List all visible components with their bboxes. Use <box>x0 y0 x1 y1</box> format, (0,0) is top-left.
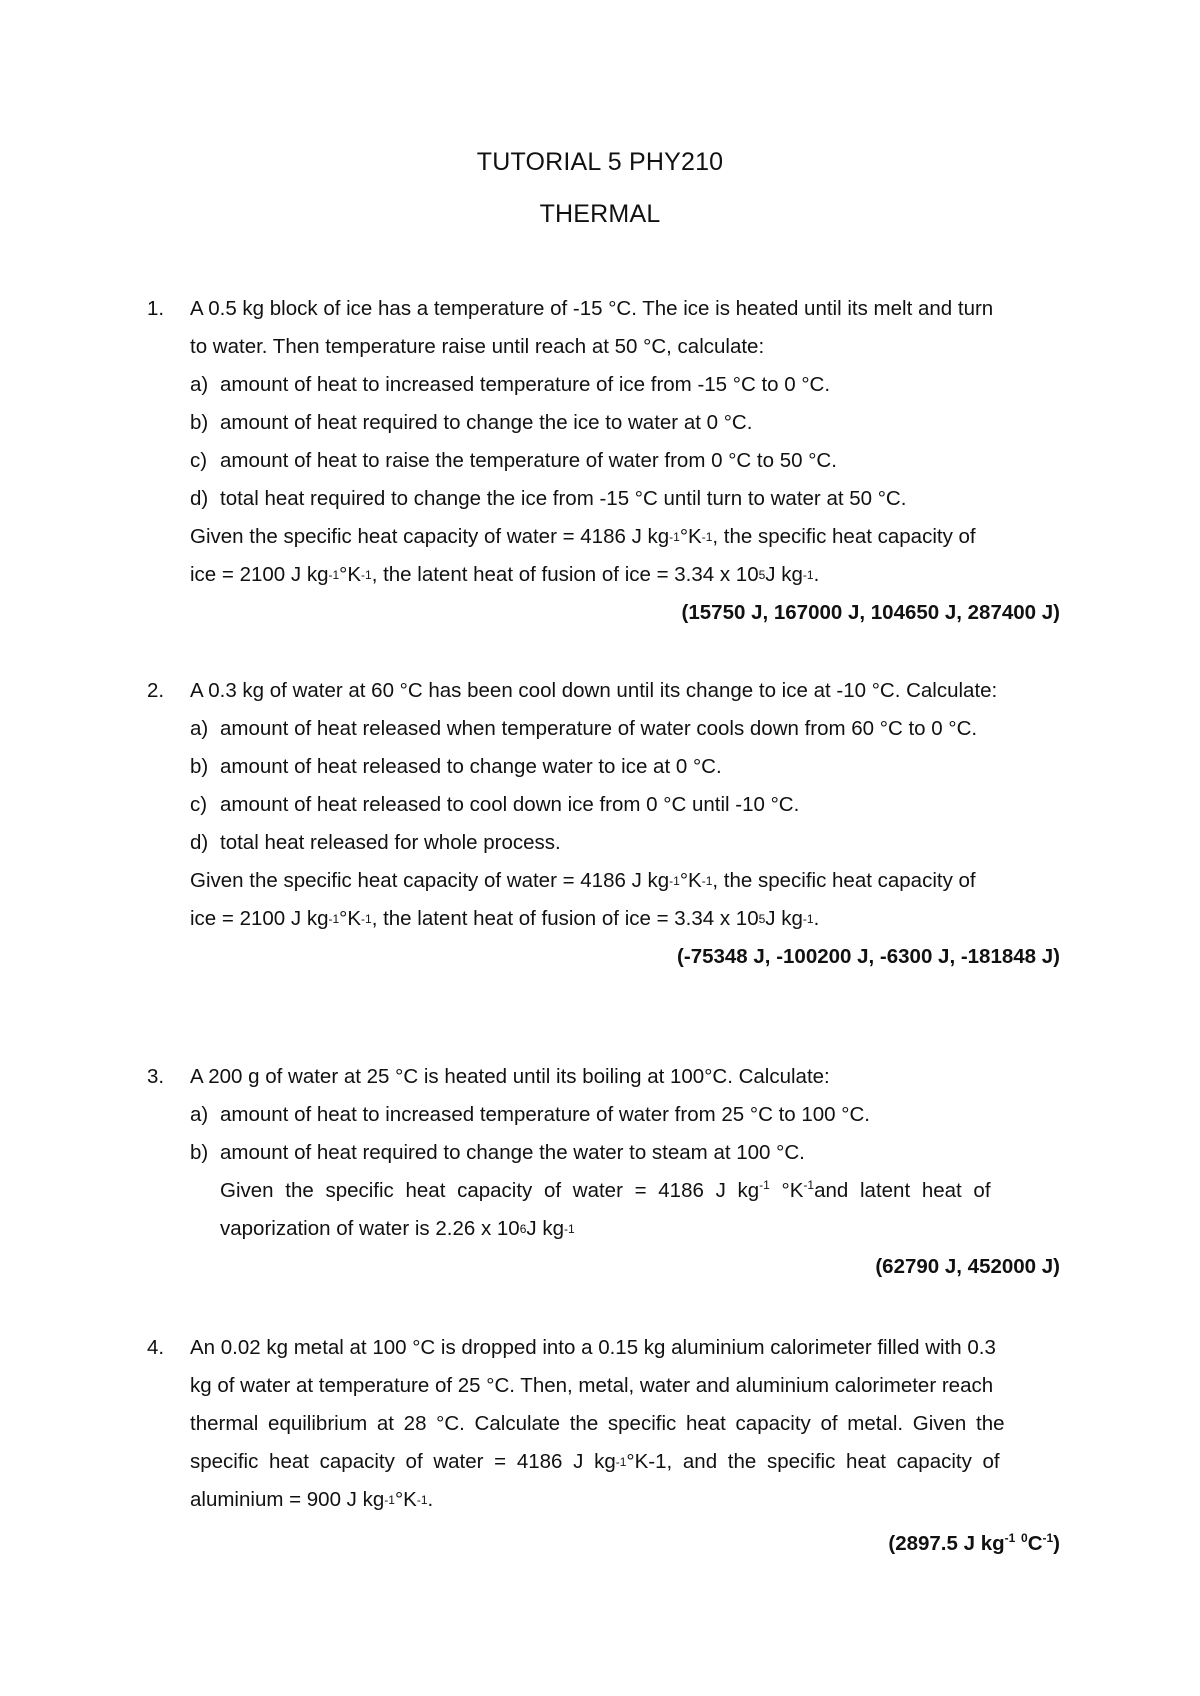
question-1 <box>147 290 1060 632</box>
q1-given-1: Given the specific heat capacity of water = 4186 J kg -1 °K -1 , the specific heat capacity of <box>190 525 976 548</box>
q4-line-5: aluminium = 900 J kg -1 °K -1 . <box>190 1488 434 1511</box>
q3-text-1: A 200 g of water at 25 °C is heated until its boiling at 100°C. Calculate: <box>190 1065 830 1088</box>
q1-text-2: to water. Then temperature raise until reach at 50 °C, calculate: <box>190 335 765 358</box>
q3-number: 3. <box>147 1065 165 1088</box>
q2-item-c: c) amount of heat released to cool down ice from 0 °C until -10 °C. <box>190 793 800 816</box>
page-subtitle: THERMAL <box>539 200 661 228</box>
q1-answer: (15750 J, 167000 J, 104650 J, 287400 J) <box>681 601 1060 624</box>
q2-answer-row <box>147 938 1060 976</box>
q1-text-1: A 0.5 kg block of ice has a temperature of -15 °C. The ice is heated until its melt and turn <box>190 297 994 320</box>
q1-item-b: b) amount of heat required to change the ice to water at 0 °C. <box>190 411 753 434</box>
q2-answer: (-75348 J, -100200 J, -6300 J, -181848 J) <box>677 945 1060 968</box>
q1-item-d: d) total heat required to change the ice from -15 °C until turn to water at 50 °C. <box>190 487 907 510</box>
q4-answer-row <box>147 1525 1060 1563</box>
q4-line-1 <box>147 1329 1060 1367</box>
q4-line-4: specific heat capacity of water = 4186 J kg -1 °K-1, and the specific heat capacity of <box>190 1450 1000 1473</box>
q2-number: 2. <box>147 679 165 702</box>
q2-item-a: a) amount of heat released when temperature of water cools down from 60 °C to 0 °C. <box>190 717 978 740</box>
q3-line-1 <box>147 1058 1060 1096</box>
q4-answer: (2897.5 J $kg^{-1}$ $^0C^{-1}$) <box>888 1531 1060 1555</box>
page-title: TUTORIAL 5 PHY210 <box>476 148 724 176</box>
q2-line-1 <box>147 672 1060 710</box>
question-3 <box>147 1058 1060 1286</box>
q1-line-2 <box>147 328 1060 366</box>
q3-given-2: vaporization of water is 2.26 x 10 6 J kg -1 <box>220 1217 575 1240</box>
question-2 <box>147 672 1060 976</box>
q4-number: 4. <box>147 1336 165 1359</box>
q1-number: 1. <box>147 297 165 320</box>
q2-item-b: b) amount of heat released to change water to ice at 0 °C. <box>190 755 722 778</box>
q2-text-1: A 0.3 kg of water at 60 °C has been cool down until its change to ice at -10 °C. Calculate: <box>190 679 998 702</box>
q3-item-b: b) amount of heat required to change the water to steam at 100 °C. <box>190 1141 805 1164</box>
q3-answer-row <box>147 1248 1060 1286</box>
q3-answer: (62790 J, 452000 J) <box>875 1255 1060 1278</box>
q4-text-1: An 0.02 kg metal at 100 °C is dropped into a 0.15 kg aluminium calorimeter filled with 0.3 <box>190 1336 996 1359</box>
q2-given-2: ice = 2100 J kg -1 °K -1 , the latent heat of fusion of ice = 3.34 x 10 5 J kg -1 . <box>190 907 820 930</box>
q1-answer-row <box>147 594 1060 632</box>
q1-item-c: c) amount of heat to raise the temperature of water from 0 °C to 50 °C. <box>190 449 837 472</box>
q4-line-3: thermal equilibrium at 28 °C. Calculate the specific heat capacity of metal. Given the <box>190 1412 1005 1435</box>
question-4 <box>147 1329 1060 1563</box>
q2-given-1: Given the specific heat capacity of water = 4186 J kg -1 °K -1 , the specific heat capacity of <box>190 869 976 892</box>
q1-given-2: ice = 2100 J kg -1 °K -1 , the latent heat of fusion of ice = 3.34 x 10 5 J kg -1 . <box>190 563 820 586</box>
q1-line-1 <box>147 290 1060 328</box>
q2-item-d: d) total heat released for whole process. <box>190 831 561 854</box>
q3-given-1: Given the specific heat capacity of water = 4186 J $kg^{-1}$ $^\circ K^{-1}and$ latent heat of <box>220 1178 991 1202</box>
q4-line-2: kg of water at temperature of 25 °C. Then, metal, water and aluminium calorimeter reach <box>190 1374 994 1397</box>
q1-item-a: a) amount of heat to increased temperature of ice from -15 °C to 0 °C. <box>190 373 831 396</box>
q3-item-a: a) amount of heat to increased temperature of water from 25 °C to 100 °C. <box>190 1103 870 1126</box>
